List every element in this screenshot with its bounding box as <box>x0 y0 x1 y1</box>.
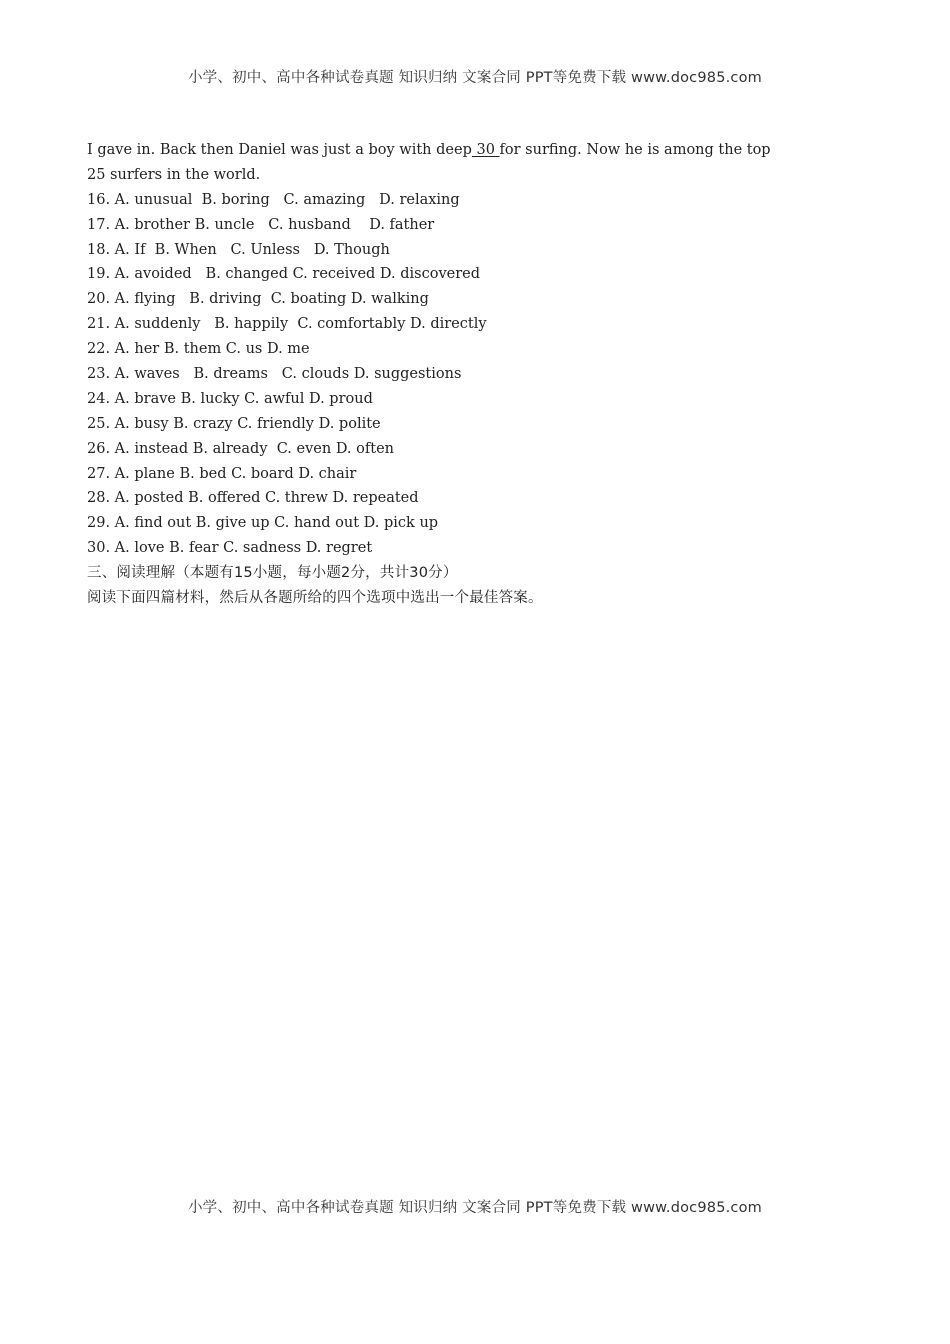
question-item: 16. A. unusual B. boring C. amazing D. relaxing <box>87 191 460 208</box>
passage-line-2: 25 surfers in the world. <box>87 166 261 183</box>
passage-text: I gave in. Back then Daniel was just a boy with deep <box>87 142 472 158</box>
passage-line-1 <box>87 138 877 163</box>
question-list <box>87 188 877 561</box>
question-item: 22. A. her B. them C. us D. me <box>87 341 310 358</box>
question-item: 29. A. find out B. give up C. hand out D. pick up <box>87 515 439 532</box>
question-item: 27. A. plane B. bed C. board D. chair <box>87 465 357 482</box>
page-footer-banner: 小学、初中、高中各种试卷真题 知识归纳 文案合同 PPT等免费下载 www.doc985.com <box>187 1200 763 1216</box>
section-heading: 三、阅读理解（本题有15小题，每小题2分，共计30分） <box>87 565 458 582</box>
question-item: 28. A. posted B. offered C. threw D. repeated <box>87 490 419 507</box>
question-item: 18. A. If B. When C. Unless D. Though <box>87 241 390 258</box>
question-item: 20. A. flying B. driving C. boating D. walking <box>87 291 429 308</box>
document-body <box>87 138 877 611</box>
question-item: 30. A. love B. fear C. sadness D. regret <box>87 540 373 557</box>
question-item: 25. A. busy B. crazy C. friendly D. polite <box>87 415 381 432</box>
section-instruction: 阅读下面四篇材料，然后从各题所给的四个选项中选出一个最佳答案。 <box>87 590 543 607</box>
question-item: 23. A. waves B. dreams C. clouds D. suggestions <box>87 366 462 383</box>
question-item: 19. A. avoided B. changed C. received D. discovered <box>87 266 481 283</box>
question-item: 17. A. brother B. uncle C. husband D. father <box>87 216 435 233</box>
passage-text: for surfing. Now he is among the top <box>499 142 771 158</box>
blank-30: 30 <box>471 142 500 158</box>
question-item: 24. A. brave B. lucky C. awful D. proud <box>87 390 373 407</box>
question-item: 26. A. instead B. already C. even D. often <box>87 440 394 457</box>
question-item: 21. A. suddenly B. happily C. comfortably D. directly <box>87 316 487 333</box>
page-header-banner: 小学、初中、高中各种试卷真题 知识归纳 文案合同 PPT等免费下载 www.doc985.com <box>187 70 763 86</box>
